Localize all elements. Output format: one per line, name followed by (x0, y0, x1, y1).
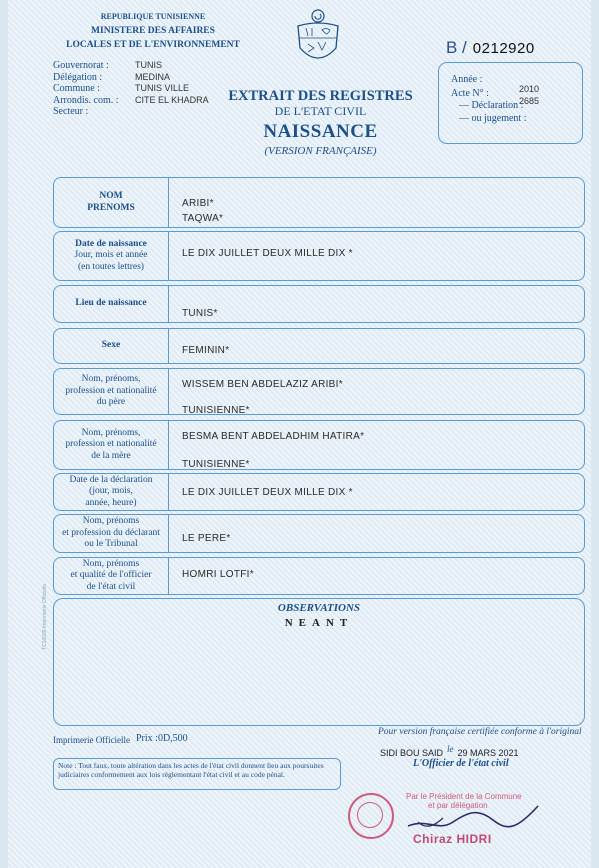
sexe-title: Sexe (101, 340, 121, 351)
officier-label-2: et qualité de l'officier (70, 570, 152, 581)
signatory-name: Chiraz HIDRI (413, 832, 492, 846)
date-naissance-hint-1: Jour, mois et année (74, 250, 148, 261)
admin-row-delegation (53, 72, 209, 84)
declaration-label: — Déclaration : (459, 100, 524, 111)
mere-label-2: profession et nationalité (65, 439, 157, 450)
field-sexe (53, 328, 585, 364)
field-officier (53, 557, 585, 595)
serial-number (446, 38, 535, 58)
officier-label-1: Nom, prénoms (82, 558, 140, 569)
date-value: 29 MARS 2021 (457, 748, 519, 758)
lieu-naissance-value: TUNIS* (182, 308, 218, 319)
date-declaration-label-1: Date de la déclaration (69, 474, 153, 485)
stamp-line-2: et par délégation (428, 801, 488, 810)
nom-label: NOM (99, 191, 123, 201)
administrative-info (53, 60, 209, 118)
gouvernorat-label: Gouvernorat : (53, 60, 109, 71)
arrondissement-label: Arrondis. com. : (53, 94, 119, 106)
pere-label (54, 369, 169, 414)
official-stamp (348, 793, 394, 839)
mere-nationality-value: TUNISIENNE* (182, 459, 250, 470)
declarant-label-2: et profession du déclarant (62, 527, 160, 538)
acte-label: Acte N° : (451, 88, 489, 99)
mere-label-1: Nom, prénoms, (81, 427, 141, 438)
date-declaration-label-2: (jour, mois, (89, 486, 133, 497)
document-page (8, 0, 591, 868)
date-naissance-value: LE DIX JUILLET DEUX MILLE DIX * (182, 248, 353, 259)
delegation-value: MEDINA (135, 71, 171, 82)
serial-value: 0212920 (472, 40, 535, 57)
jugement-label: — ou jugement : (459, 113, 527, 124)
stamp-line-1: Par le Président de la Commune (406, 792, 522, 801)
gouvernorat-value: TUNIS (135, 60, 162, 70)
field-date-naissance (53, 231, 585, 281)
prenoms-label: PRENOMS (87, 202, 135, 213)
lieu-naissance-label (54, 286, 169, 322)
field-pere (53, 368, 585, 415)
document-subtitle: DE L'ETAT CIVIL (274, 104, 367, 118)
registry-reference-box (438, 62, 583, 144)
officer-title: L'Officier de l'état civil (413, 758, 509, 769)
commune-label: Commune : (53, 83, 100, 94)
date-naissance-label (54, 232, 169, 280)
pere-label-1: Nom, prénoms, (81, 374, 141, 385)
declarant-label (54, 515, 169, 552)
date-naissance-hint-2: (en toutes lettres) (78, 261, 144, 272)
pere-name-value: WISSEM BEN ABDELAZIZ ARIBI* (182, 379, 343, 390)
printer-side-reference: TC10039 Imprimerie Officielle (42, 583, 48, 650)
declarant-value: LE PERE* (182, 533, 231, 544)
stamp-inner-ring (357, 802, 383, 828)
acte-value: 2685 (519, 96, 540, 106)
coat-of-arms-emblem (294, 8, 342, 70)
observations-value: NEANT (284, 617, 354, 629)
officier-label (54, 558, 169, 594)
pere-label-2: profession et nationalité (65, 385, 157, 396)
lieu-naissance-title: Lieu de naissance (75, 298, 147, 309)
serial-prefix: B / (446, 38, 467, 57)
annee-value: 2010 (519, 84, 540, 94)
mere-label (54, 421, 169, 469)
place-and-date (380, 744, 519, 758)
sexe-value: FEMININ* (182, 345, 230, 356)
price-label: Prix :0D,500 (136, 733, 188, 744)
date-declaration-label (54, 474, 169, 510)
nom-value: ARIBI* (182, 198, 214, 209)
republic-label: REPUBLIQUE TUNISIENNE (100, 12, 206, 21)
mere-label-3: de la mère (91, 450, 131, 461)
declarant-label-3: ou le Tribunal (84, 539, 138, 550)
date-declaration-value: LE DIX JUILLET DEUX MILLE DIX * (182, 487, 353, 498)
officier-value: HOMRI LOTFI* (182, 569, 254, 580)
le-word: le (447, 744, 454, 754)
delegation-label: Délégation : (53, 71, 103, 83)
admin-row-arrondissement (53, 95, 209, 107)
field-lieu-naissance (53, 285, 585, 323)
admin-row-gouvernorat (53, 60, 209, 72)
annee-label: Année : (451, 74, 483, 85)
officier-label-3: de l'état civil (86, 581, 136, 592)
date-naissance-title: Date de naissance (75, 238, 147, 249)
issuing-authority (53, 10, 253, 52)
printer-label: Imprimerie Officielle (53, 735, 131, 745)
admin-row-commune (53, 83, 209, 95)
prenoms-value: TAQWA* (182, 213, 224, 224)
observations-title: OBSERVATIONS (277, 602, 361, 614)
commune-value: TUNIS VILLE (135, 83, 190, 93)
observations-box (53, 598, 585, 726)
pere-nationality-value: TUNISIENNE* (182, 405, 250, 416)
pere-label-3: du père (96, 397, 126, 408)
ministry-line-2: LOCALES ET DE L'ENVIRONNEMENT (66, 40, 240, 50)
field-mere (53, 420, 585, 470)
ministry-line-1: MINISTERE DES AFFAIRES (91, 26, 215, 36)
arrondissement-value: CITE EL KHADRA (135, 94, 209, 105)
place-value: SIDI BOU SAID (380, 748, 444, 758)
document-type: NAISSANCE (263, 121, 378, 142)
date-declaration-label-3: année, heure) (85, 497, 137, 508)
document-version: (VERSION FRANÇAISE) (264, 145, 377, 157)
admin-row-secteur (53, 106, 209, 118)
document-title: EXTRAIT DES REGISTRES (228, 88, 413, 104)
nom-prenoms-label (54, 178, 169, 227)
field-declarant (53, 514, 585, 553)
sexe-label (54, 329, 169, 363)
declarant-label-1: Nom, prénoms (82, 516, 140, 527)
field-nom-prenoms (53, 177, 585, 228)
mere-name-value: BESMA BENT ABDELADHIM HATIRA* (182, 431, 365, 442)
secteur-label: Secteur : (53, 106, 89, 117)
certification-text: Pour version française certifiée conforme à l'original (378, 727, 582, 737)
legal-note: Note : Tout faux, toute altération dans les actes de l'état civil donnent lieu aux poursuites judiciaires conformement aux lois réglementant l'état civil et au code pénal. (53, 758, 341, 790)
field-date-declaration (53, 473, 585, 511)
